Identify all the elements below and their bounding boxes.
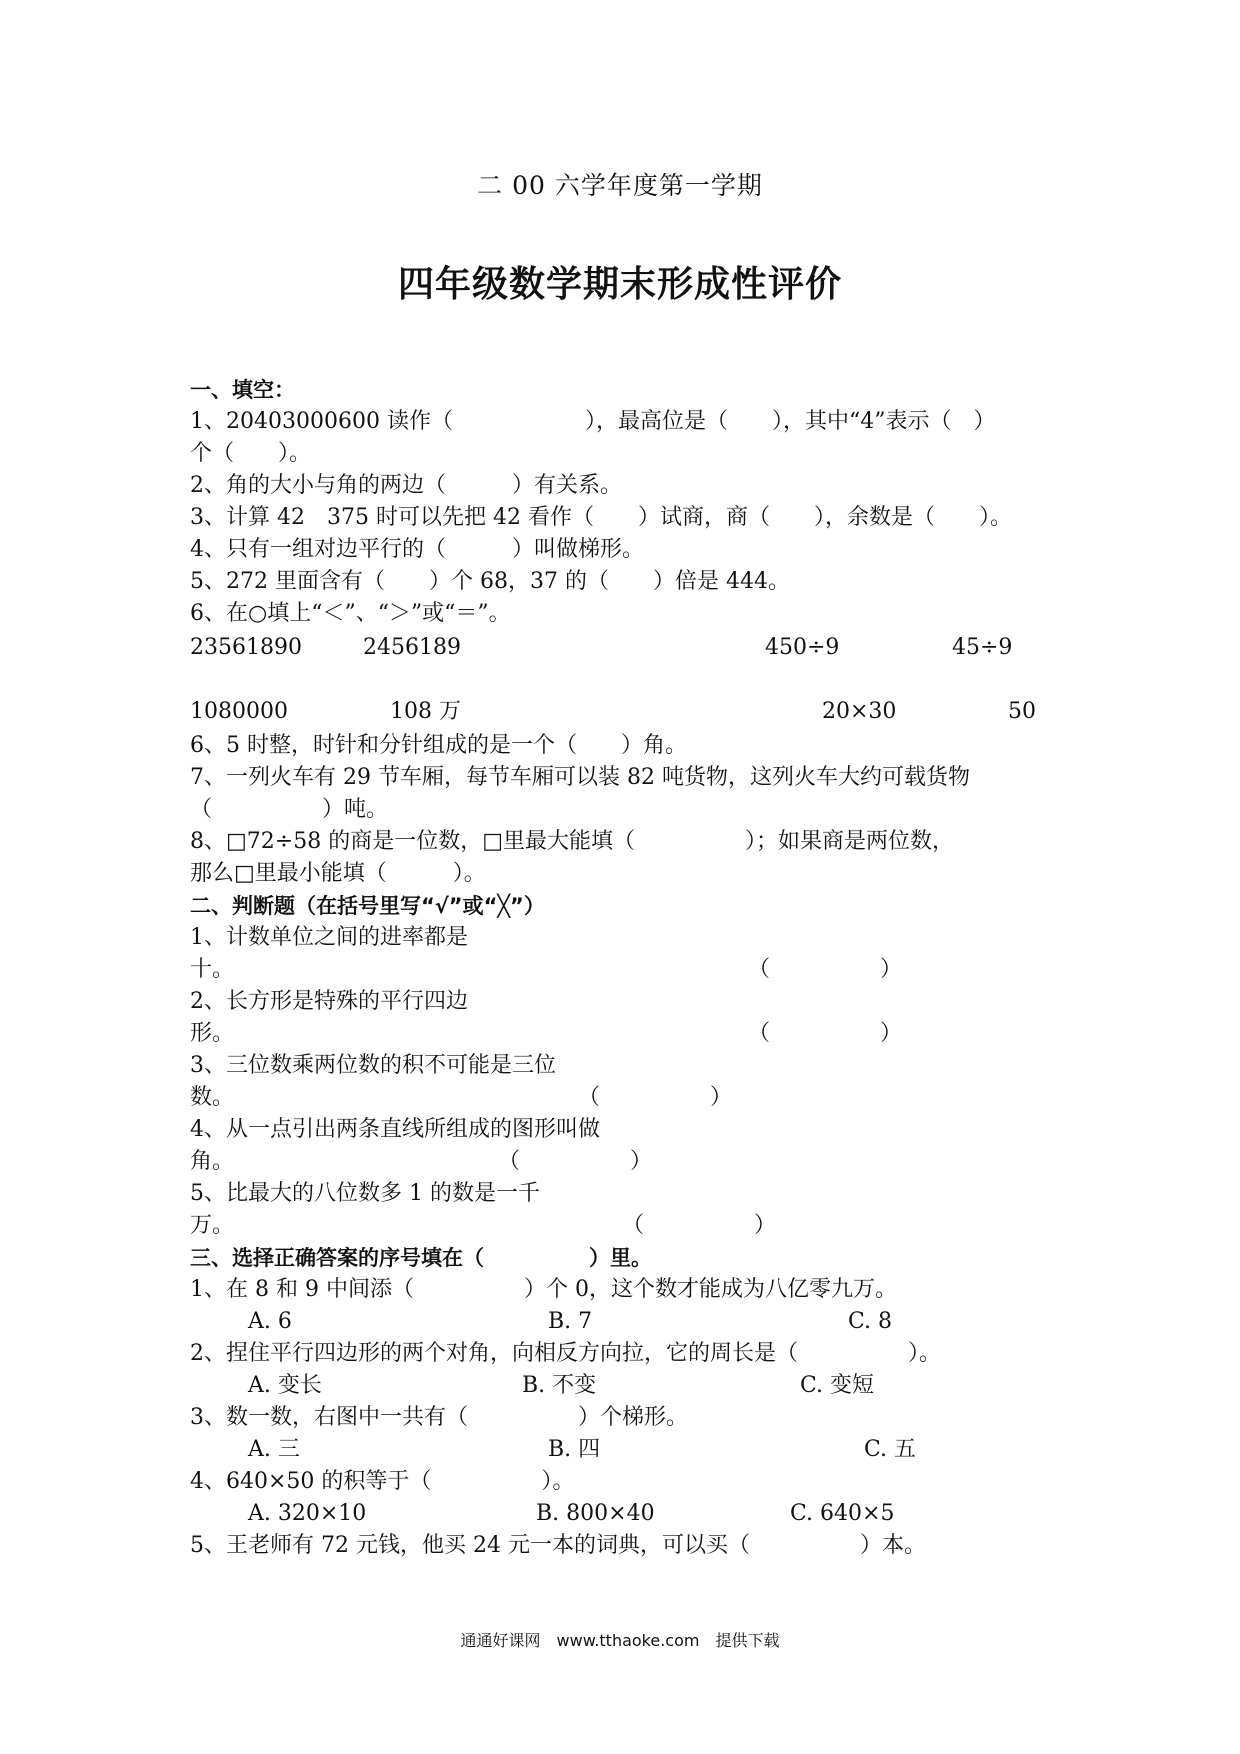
s1-q7-line1: 7、一列火车有 29 节车厢，每节车厢可以装 82 吨货物，这列火车大约可载货物: [190, 765, 970, 790]
s3-q4-option-c: C. 640×5: [790, 1501, 895, 1526]
s2-item-4-line1: 4、从一点引出两条直线所组成的图形叫做: [190, 1117, 600, 1142]
s3-q4-option-b: B. 800×40: [536, 1501, 655, 1526]
s1-q3: 3、计算 42 375 时可以先把 42 看作（ ）试商，商（ ），余数是（ ）。: [190, 505, 1012, 530]
s2-item-1-line2: 十。: [190, 957, 235, 982]
s3-q3: 3、数一数，右图中一共有（ ）个梯形。: [190, 1405, 688, 1430]
term-subtitle: 二 00 六学年度第一学期: [477, 171, 763, 200]
s3-q2-option-c: C. 变短: [800, 1373, 875, 1398]
s2-item-5-line2: 万。: [190, 1213, 235, 1238]
compare-3-right: 108 万: [390, 699, 461, 724]
s2-item-1-line1: 1、计数单位之间的进率都是: [190, 925, 468, 950]
footer-source: 通通好课网 www.tthaoke.com 提供下载: [460, 1631, 780, 1650]
s2-item-2-line2: 形。: [190, 1021, 235, 1046]
s1-q5: 5、272 里面含有（ ）个 68，37 的（ ）倍是 444。: [190, 569, 790, 594]
s3-q2: 2、捏住平行四边形的两个对角，向相反方向拉，它的周长是（ ）。: [190, 1341, 941, 1366]
s2-item-2-line1: 2、长方形是特殊的平行四边: [190, 989, 468, 1014]
s1-q6: 6、在○填上“＜”、“＞”或“＝”。: [190, 601, 511, 626]
s2-item-5-answer-paren: （ ）: [622, 1213, 777, 1238]
s1-q1-line2: 个（ ）。: [190, 441, 312, 466]
compare-1-right: 2456189: [363, 635, 461, 660]
s3-q4: 4、640×50 的积等于（ ）。: [190, 1469, 575, 1494]
s3-q3-option-c: C. 五: [864, 1437, 917, 1462]
s3-q1: 1、在 8 和 9 中间添（ ）个 0，这个数才能成为八亿零九万。: [190, 1277, 897, 1302]
s3-q1-option-c: C. 8: [848, 1309, 893, 1334]
s2-item-3-line2: 数。: [190, 1085, 235, 1110]
s2-item-4-answer-paren: （ ）: [498, 1149, 653, 1174]
s1-q8-line1: 8、□72÷58 的商是一位数，□里最大能填（ ）；如果商是两位数，: [190, 829, 954, 854]
s3-q1-option-b: B. 7: [548, 1309, 593, 1334]
section1-heading: 一、填空：: [190, 378, 295, 402]
compare-2-left: 450÷9: [765, 635, 840, 660]
s3-q1-option-a: A. 6: [248, 1309, 292, 1334]
s3-q3-option-a: A. 三: [248, 1437, 300, 1462]
s3-q4-option-a: A. 320×10: [248, 1501, 367, 1526]
s2-item-2-answer-paren: （ ）: [748, 1021, 903, 1046]
s2-item-1-answer-paren: （ ）: [748, 957, 903, 982]
s3-q5: 5、王老师有 72 元钱，他买 24 元一本的词典，可以买（ ）本。: [190, 1533, 926, 1558]
compare-3-left: 1080000: [190, 699, 288, 724]
section3-heading: 三、选择正确答案的序号填在（ ）里。: [190, 1246, 652, 1270]
compare-4-left: 20×30: [822, 699, 897, 724]
s1-q8-line2: 那么□里最小能填（ ）。: [190, 861, 486, 886]
exam-title: 四年级数学期末形成性评价: [397, 264, 842, 305]
s1-q2: 2、角的大小与角的两边（ ）有关系。: [190, 473, 622, 498]
s3-q2-option-b: B. 不变: [522, 1373, 597, 1398]
compare-1-left: 23561890: [190, 635, 302, 660]
s3-q2-option-a: A. 变长: [248, 1373, 322, 1398]
s2-item-3-line1: 3、三位数乘两位数的积不可能是三位: [190, 1053, 556, 1078]
s1-q6b: 6、5 时整，时针和分针组成的是一个（ ）角。: [190, 733, 687, 758]
s1-q1-line1: 1、20403000600 读作（ ），最高位是（ ），其中“4”表示（ ）: [190, 409, 996, 434]
s1-q7-line2: （ ）吨。: [190, 797, 389, 822]
compare-2-right: 45÷9: [952, 635, 1013, 660]
s1-q4: 4、只有一组对边平行的（ ）叫做梯形。: [190, 537, 644, 562]
s2-item-3-answer-paren: （ ）: [578, 1085, 733, 1110]
compare-4-right: 50: [1008, 699, 1036, 724]
s3-q3-option-b: B. 四: [548, 1437, 601, 1462]
section2-heading: 二、判断题（在括号里写“√”或“╳”）: [190, 894, 545, 918]
s2-item-4-line2: 角。: [190, 1149, 235, 1174]
s2-item-5-line1: 5、比最大的八位数多 1 的数是一千: [190, 1181, 540, 1206]
